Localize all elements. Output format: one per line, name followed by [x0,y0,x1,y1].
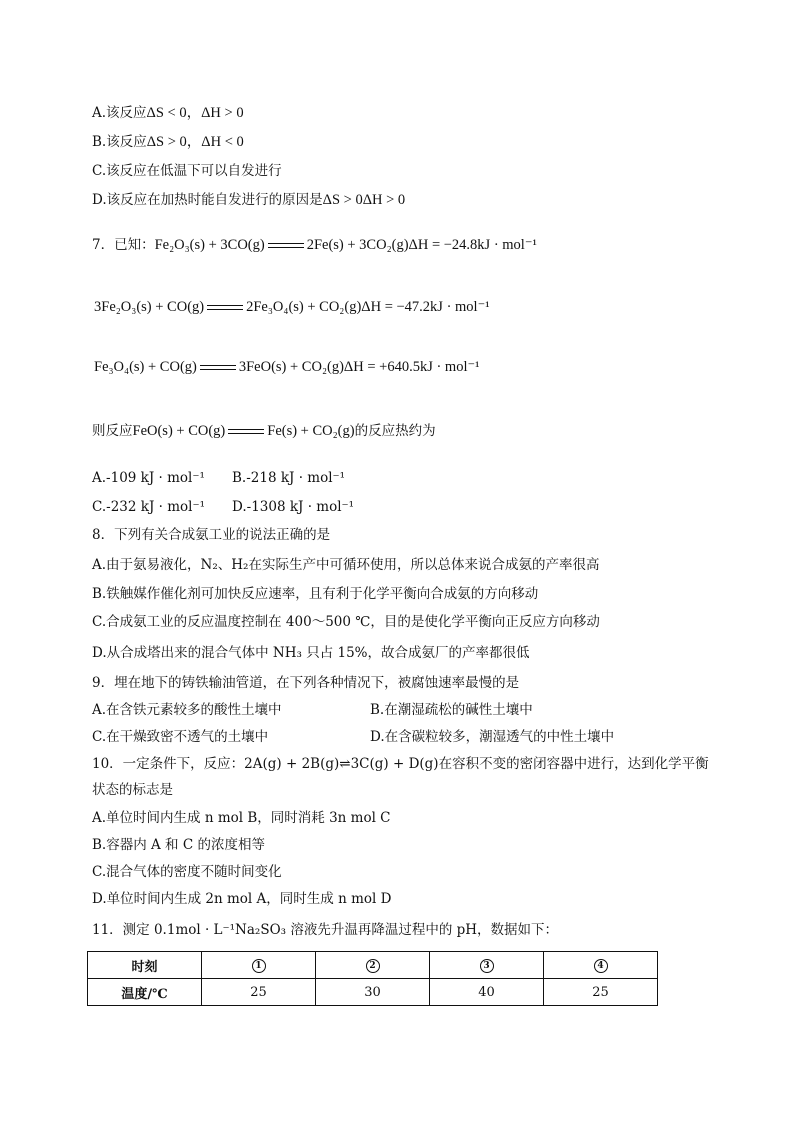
q7-eq3-lhs: Fe₃O₄(s) + CO(g) [94,359,197,375]
q8-option-a: A.由于氨易液化，N₂、H₂在实际生产中可循环使用，所以总体来说合成氨的产率很高 [92,557,600,573]
q7-eq3-rhs: 3FeO(s) + CO₂(g)ΔH = +640.5kJ · mol⁻¹ [238,359,480,375]
q11-data-table [87,951,658,1006]
q7-option-c: C.-232 kJ · mol⁻¹ [92,499,206,515]
circled-number-icon: 3 [480,959,494,973]
q9-option-d: D.在含碳粒较多，潮湿透气的中性土壤中 [370,729,615,745]
q9-option-c: C.在干燥致密不透气的土壤中 [92,729,269,745]
q7-question [92,421,436,441]
table-cell-temp-1: 25 [202,979,316,1006]
q7-eq2-rhs: 2Fe₃O₄(s) + CO₂(g)ΔH = −47.2kJ · mol⁻¹ [246,299,490,315]
q7-eq1-lhs: Fe₂O₃(s) + 3CO(g) [154,237,265,253]
q6-option-b-math: ΔS > 0，ΔH < 0 [146,134,244,150]
q7-eq1-rhs: 2Fe(s) + 3CO₂(g)ΔH = −24.8kJ · mol⁻¹ [306,237,537,253]
q8-option-c: C.合成氨工业的反应温度控制在 400～500 ℃，目的是使化学平衡向正反应方向移动 [92,614,600,630]
q10-option-b: B.容器内 A 和 C 的浓度相等 [92,837,265,853]
q10-option-c: C.混合气体的密度不随时间变化 [92,864,282,880]
q9-option-b: B.在潮湿疏松的碱性土壤中 [370,702,533,718]
q11-stem: 11．测定 0.1mol · L⁻¹Na₂SO₃ 溶液先升温再降温过程中的 pH，数据如下： [92,922,559,938]
table-cell-temp-2: 30 [316,979,430,1006]
q9-stem: 9．埋在地下的铸铁输油管道，在下列各种情况下，被腐蚀速率最慢的是 [92,675,520,691]
equal-sign-icon [268,243,304,248]
q9-option-a: A.在含铁元素较多的酸性土壤中 [92,702,282,718]
table-cell-moment-2 [316,952,430,979]
q7-equation-1 [92,235,537,255]
equal-sign-icon [207,305,243,310]
q7-option-a: A.-109 kJ · mol⁻¹ [92,470,205,486]
table-cell-moment-3 [430,952,544,979]
q10-stem-line-2: 状态的标志是 [92,782,173,798]
q8-stem: 8．下列有关合成氨工业的说法正确的是 [92,527,331,543]
q6-option-c: C.该反应在低温下可以自发进行 [92,163,282,179]
table-row [88,952,658,979]
circled-number-icon: 1 [252,959,266,973]
q6-option-b-text: B.该反应 [92,134,147,150]
q7-ask-prefix: 则反应 [92,423,133,439]
q10-option-a: A.单位时间内生成 n mol B，同时消耗 3n mol C [92,810,391,826]
q6-option-d-text: D.该反应在加热时能自发进行的原因是 [92,192,323,208]
q7-ask-suffix: 的反应热约为 [354,423,436,439]
q8-option-b: B.铁触媒作催化剂可加快反应速率，且有利于化学平衡向合成氨的方向移动 [92,586,539,602]
table-header-moment: 时刻 [88,952,202,979]
q7-eq2-lhs: 3Fe₂O₃(s) + CO(g) [94,299,205,315]
q8-option-d: D.从合成塔出来的混合气体中 NH₃ 只占 15%，故合成氨厂的产率都很低 [92,645,530,661]
circled-number-icon: 4 [594,959,608,973]
q7-option-b: B.-218 kJ · mol⁻¹ [232,470,346,486]
q7-option-d: D.-1308 kJ · mol⁻¹ [232,499,355,515]
equal-sign-icon [228,429,264,434]
q6-option-b [92,132,244,152]
q7-intro: 7．已知： [92,237,155,253]
q7-equation-3 [94,357,479,377]
q10-stem-line-1: 10．一定条件下，反应：2A(g) + 2B(g)⇌3C(g) + D(g)在容积不变的密闭容器中进行，达到化学平衡 [92,756,709,772]
table-header-temperature: 温度/℃ [88,979,202,1006]
table-row [88,979,658,1006]
table-cell-temp-4: 25 [544,979,658,1006]
q7-ask-rhs: Fe(s) + CO₂(g) [267,423,355,439]
q10-option-d: D.单位时间内生成 2n mol A，同时生成 n mol D [92,891,392,907]
table-cell-temp-3: 40 [430,979,544,1006]
q6-option-d [92,190,405,210]
circled-number-icon: 2 [366,959,380,973]
q6-option-d-math: ΔS > 0ΔH > 0 [322,192,406,208]
q7-equation-2 [94,297,490,317]
q6-option-a [92,103,244,123]
q6-option-a-math: ΔS < 0，ΔH > 0 [146,105,244,121]
table-cell-moment-4 [544,952,658,979]
equal-sign-icon [200,365,236,370]
q6-option-a-text: A.该反应 [92,105,147,121]
table-cell-moment-1 [202,952,316,979]
q7-ask-lhs: FeO(s) + CO(g) [132,423,226,439]
